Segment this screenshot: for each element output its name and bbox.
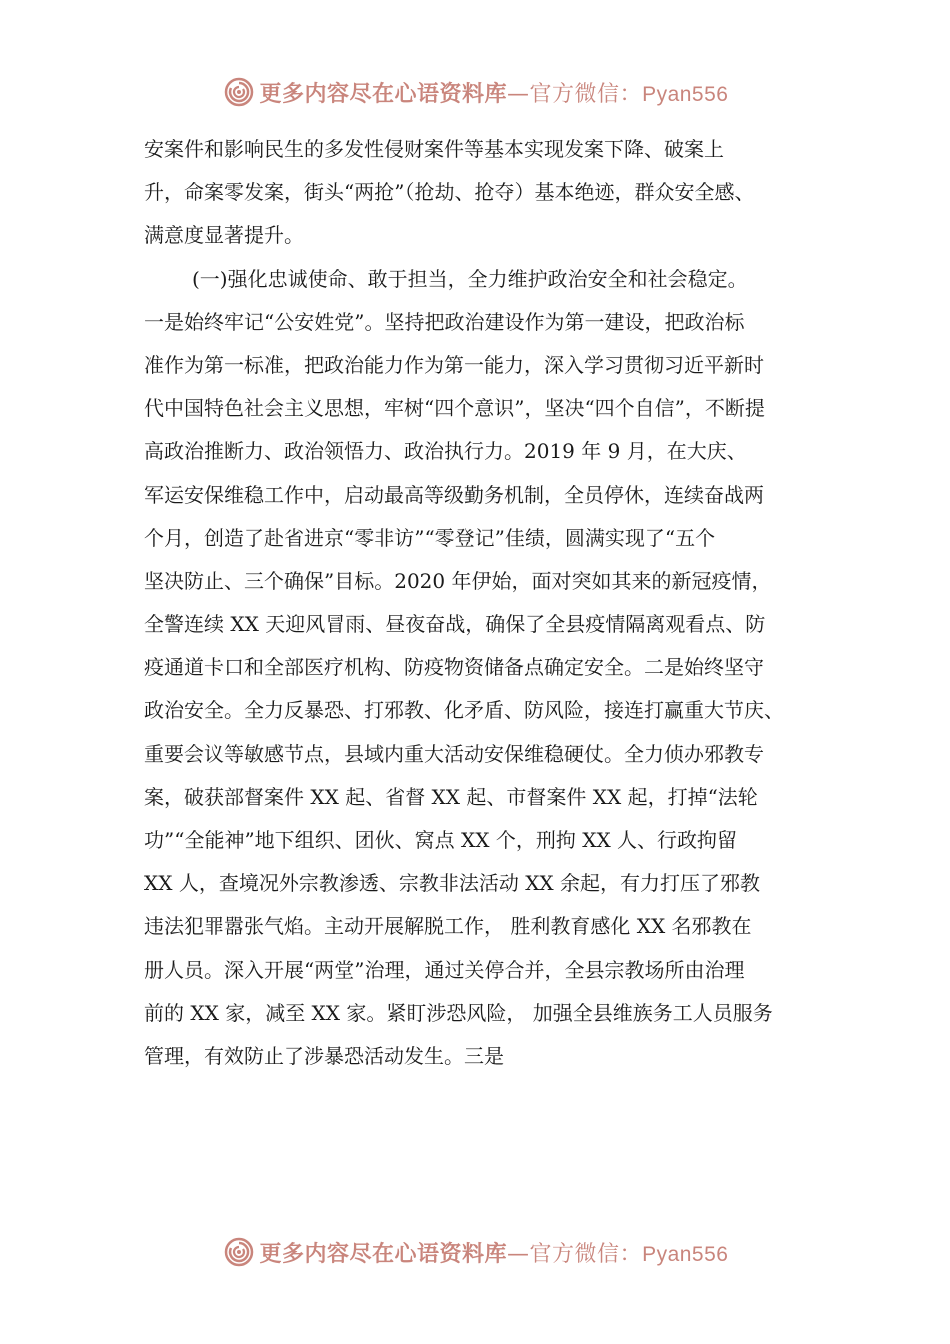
body-line: 案，破获部督案件 XX 起、省督 XX 起、市督案件 XX 起，打掉“法轮 [144,784,758,809]
body-line: 疫通道卡口和全部医疗机构、防疫物资储备点确定安全。二是始终坚守 [144,655,764,680]
body-line: 个月，创造了赴省进京“零非访”“零登记”佳绩，圆满实现了“五个 [144,525,716,550]
watermark-text [260,1237,729,1268]
watermark-account: Pyan556 [642,82,729,106]
body-line: 管理，有效防止了涉暴恐活动发生。三是 [144,1043,504,1068]
body-line: 准作为第一标准，把政治能力作为第一能力，深入学习贯彻习近平新时 [144,352,764,377]
document-body [144,128,824,1078]
body-line: 升，命案零发案，街头“两抢”（抢劫、抢夺）基本绝迹，群众安全感、 [144,180,755,205]
section-heading-line: (一)强化忠诚使命、敢于担当，全力维护政治安全和社会稳定。 [192,266,748,291]
body-line: 前的 XX 家，减至 XX 家。紧盯涉恐风险， 加强全县维族务工人员服务 [144,1000,773,1025]
body-line: 功”“全能神”地下组织、团伙、窝点 XX 个，刑拘 XX 人、行政拘留 [144,828,738,852]
watermark-separator: —官方微信： [507,81,643,107]
sun-spiral-logo-icon [222,1235,256,1269]
header-watermark [0,72,950,112]
watermark-account: Pyan556 [642,1242,729,1266]
body-line: 政治安全。全力反暴恐、打邪教、化矛盾、防风险，接连打赢重大节庆、 [144,698,784,723]
body-line: 册人员。深入开展“两堂”治理，通过关停合并，全县宗教场所由治理 [144,957,745,982]
body-line: 一是始终牢记“公安姓党”。坚持把政治建设作为第一建设，把政治标 [144,309,745,334]
footer-watermark [0,1232,950,1272]
body-line: 安案件和影响民生的多发性侵财案件等基本实现发案下降、破案上 [144,137,724,161]
body-line: 全警连续 XX 天迎风冒雨、昼夜奋战，确保了全县疫情隔离观看点、防 [144,612,766,637]
watermark-separator: —官方微信： [507,1241,643,1267]
body-line: 代中国特色社会主义思想，牢树“四个意识”，坚决“四个自信”，不断提 [144,396,765,421]
watermark-brand: 更多内容尽在心语资料库 [259,81,508,107]
body-line: XX 人，查境况外宗教渗透、宗教非法活动 XX 余起，有力打压了邪教 [144,871,761,896]
body-line: 坚决防止、三个确保”目标。2020 年伊始，面对突如其来的新冠疫情， [144,568,772,593]
body-line: 重要会议等敏感节点，县域内重大活动安保维稳硬仗。全力侦办邪教专 [144,741,764,766]
body-line: 军运安保维稳工作中，启动最高等级勤务机制，全员停休，连续奋战两 [144,482,764,507]
body-line: 满意度显著提升。 [144,223,304,248]
body-line: 违法犯罪嚣张气焰。主动开展解脱工作， 胜利教育感化 XX 名邪教在 [144,914,752,939]
watermark-text [260,77,729,108]
watermark-brand: 更多内容尽在心语资料库 [259,1241,508,1267]
body-line: 高政治推断力、政治领悟力、政治执行力。2019 年 9 月，在大庆、 [144,439,747,464]
sun-spiral-logo-icon [222,75,256,109]
